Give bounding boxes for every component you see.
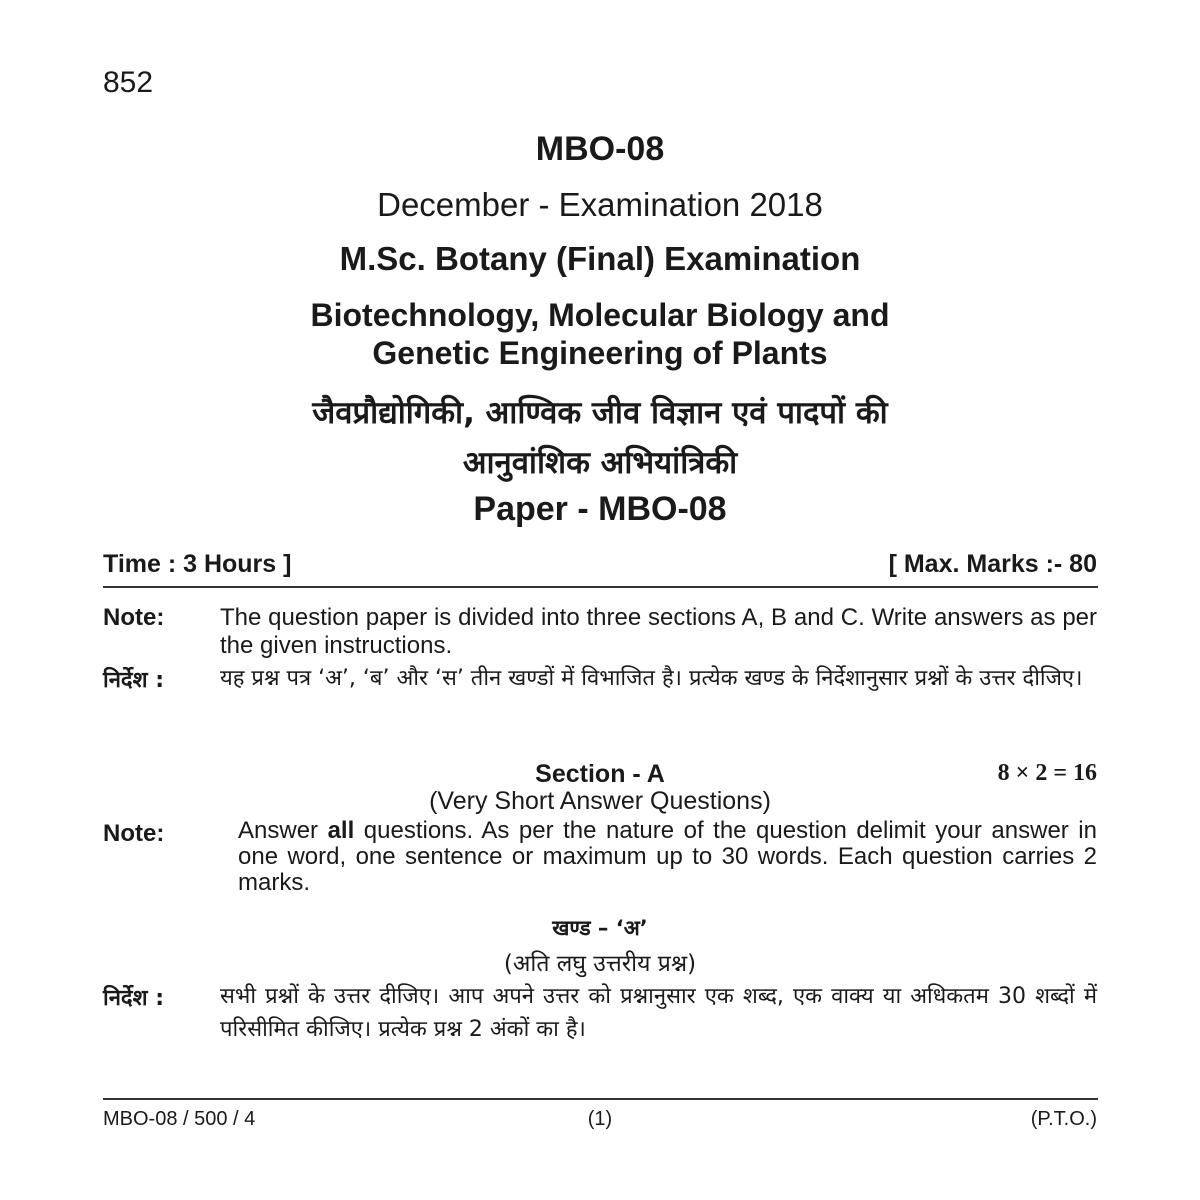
general-note-text: The question paper is divided into three sections A, B and C. Write answers as per the given instructions.	[220, 604, 1097, 659]
page-number: (1)	[587, 1108, 613, 1130]
section-a-subtitle: (Very Short Answer Questions)	[429, 787, 771, 815]
subject-hi-line2: आनुवांशिक अभियांत्रिकी	[462, 445, 738, 481]
section-a-subtitle-hindi: (अति लघु उत्तरीय प्रश्न)	[503, 951, 697, 977]
header-divider	[103, 586, 1098, 588]
section-a-marks: 8 × 2 = 16	[997, 760, 1097, 786]
pto-label: (P.T.O.)	[1030, 1108, 1097, 1130]
section-a-title: Section - A	[535, 760, 665, 788]
exam-session: December - Examination 2018	[377, 186, 823, 223]
section-a-note-label: Note:	[103, 820, 165, 847]
section-a-direction-text: सभी प्रश्नों के उत्तर दीजिए। आप अपने उत्तर को प्रश्नानुसार एक शब्द, एक वाक्य या अधिकतम 30 शब्दों में परिसीमित कीजिए। प्रत्येक प्रश्न 2 अंकों का है।	[220, 984, 1097, 1042]
general-direction-text: यह प्रश्न पत्र ‘अ’, ‘ब’ और ‘स’ तीन खण्डों में विभाजित है। प्रत्येक खण्ड के निर्देशानुसार प्रश्नों के उत्तर दीजिए।	[220, 666, 1083, 691]
general-direction-label: निर्देश :	[103, 668, 165, 693]
note-text-bold: all	[327, 817, 355, 844]
subject-en-line1: Biotechnology, Molecular Biology and	[310, 297, 890, 333]
footer-code: MBO-08 / 500 / 4	[103, 1108, 256, 1130]
general-note-label: Note:	[103, 604, 165, 631]
subject-title-english	[0, 296, 1200, 372]
paper-title: Paper - MBO-08	[473, 490, 727, 528]
note-text-end: questions. As per the nature of the question delimit your answer in one word, one sentence or maximum up to 30 words. Each question carries 2 marks.	[238, 817, 1097, 896]
section-a-note-text	[238, 818, 1097, 896]
section-a-direction-label: निर्देश :	[103, 986, 165, 1011]
section-a-title-hindi: खण्ड – ‘अ’	[552, 916, 648, 940]
course-code: MBO-08	[535, 130, 665, 168]
time-allowed: Time : 3 Hours ]	[103, 550, 292, 578]
subject-en-line2: Genetic Engineering of Plants	[372, 335, 828, 371]
subject-title-hindi	[0, 388, 1200, 488]
footer-divider	[103, 1098, 1098, 1100]
max-marks: [ Max. Marks :- 80	[888, 550, 1097, 578]
subject-hi-line1: जैवप्रौद्योगिकी, आण्विक जीव विज्ञान एवं पादपों की	[312, 395, 888, 431]
programme-title: M.Sc. Botany (Final) Examination	[339, 240, 861, 277]
note-text-start: Answer	[238, 817, 328, 844]
page-code: 852	[103, 66, 154, 99]
